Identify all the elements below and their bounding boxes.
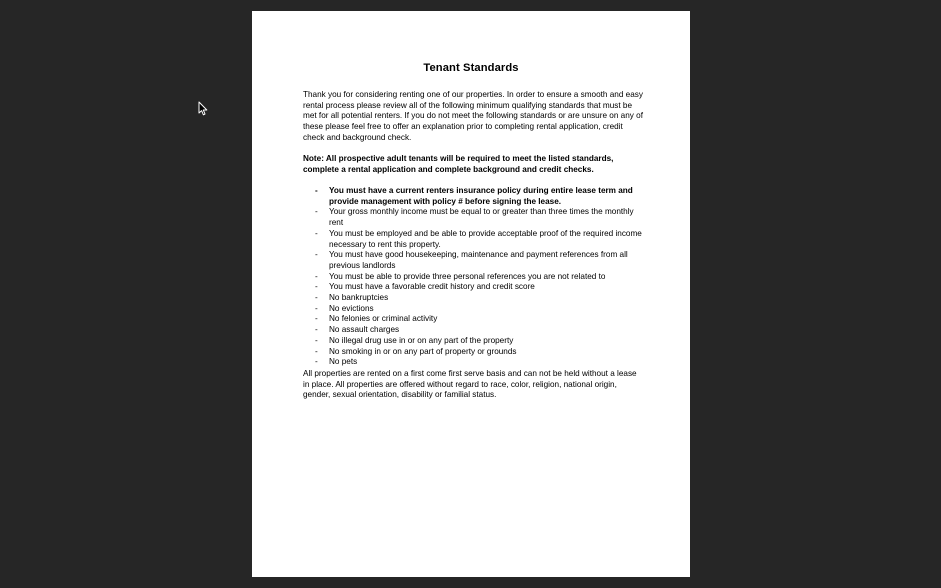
list-item: - You must have a current renters insurance policy during entire lease term and provide management with policy # before signing the lease.	[315, 186, 633, 206]
standards-list	[303, 186, 643, 368]
page-title: Tenant Standards	[423, 62, 519, 74]
document-page	[252, 11, 690, 577]
list-item: - You must have a favorable credit history and credit score	[315, 282, 535, 292]
list-item: - You must be able to provide three personal references you are not related to	[315, 271, 606, 281]
list-item: - No illegal drug use in or on any part of the property	[315, 335, 514, 345]
list-item: - Your gross monthly income must be equal to or greater than three times the monthly rent	[315, 207, 634, 228]
note-paragraph: Note: All prospective adult tenants will be required to meet the listed standards, complete a rental application and complete background and credit checks.	[303, 154, 614, 174]
list-item: - No pets	[315, 357, 358, 367]
list-item: - You must be employed and be able to provide acceptable proof of the required income necessary to rent this property.	[315, 228, 642, 249]
list-item: - No felonies or criminal activity	[315, 314, 438, 324]
list-item: - No evictions	[315, 303, 374, 313]
list-item: - No bankruptcies	[315, 293, 389, 303]
list-item: - No smoking in or on any part of property or grounds	[315, 346, 517, 356]
list-item: - No assault charges	[315, 325, 400, 335]
closing-paragraph: All properties are rented on a first come first serve basis and can not be held without a lease in place. All properties are offered without regard to race, color, religion, national origin, gender, sexual orientation, disability or familial status.	[303, 369, 637, 400]
intro-paragraph: Thank you for considering renting one of our properties. In order to ensure a smooth and easy rental process please review all of the following minimum qualifying standards that must be met for all potential renters. If you do not meet the following standards or are unsure on any of these please feel free to offer an explanation prior to completing rental application, credit check and background check.	[303, 90, 643, 142]
mouse-pointer-icon	[198, 101, 208, 116]
list-item: - You must have good housekeeping, maintenance and payment references from all previous landlords	[315, 250, 628, 270]
